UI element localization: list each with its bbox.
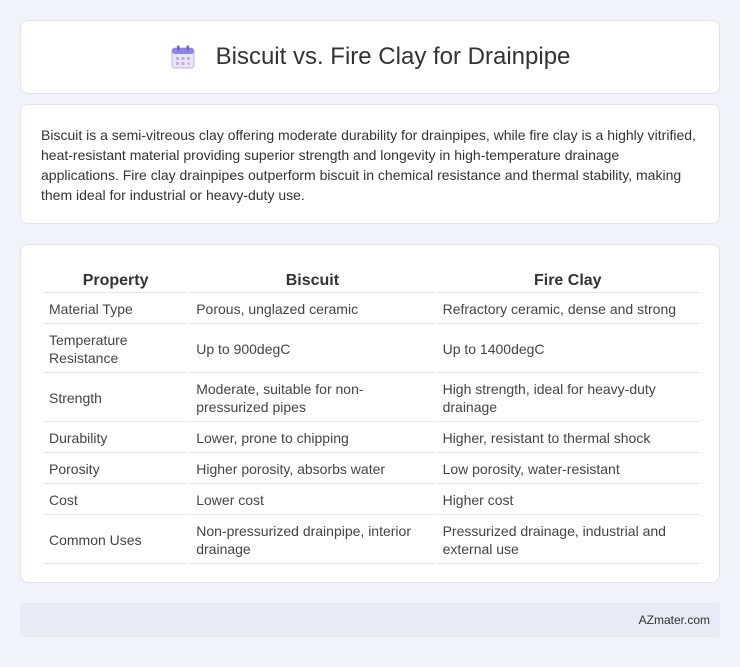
table-row [43,424,699,453]
cell-fire-clay: Low porosity, water-resistant [437,455,699,484]
cell-fire-clay: Higher, resistant to thermal shock [437,424,699,453]
cell-biscuit: Moderate, suitable for non-pressurized pipes [190,375,434,422]
cell-fire-clay: Pressurized drainage, industrial and external use [437,517,699,564]
table-header-row [43,267,699,293]
table-row [43,455,699,484]
description-card [20,104,720,224]
cell-property: Cost [43,486,188,515]
cell-property: Durability [43,424,188,453]
cell-biscuit: Porous, unglazed ceramic [190,295,434,324]
title-wrap [170,43,571,71]
table-row [43,517,699,564]
description-text: Biscuit is a semi-vitreous clay offering moderate durability for drainpipes, while fire clay is a highly vitrified, heat-resistant material providing superior strength and longevity in high-temperature drainage applications. Fire clay drainpipes outperform biscuit in chemical resistance and thermal stability, making them ideal for industrial or heavy-duty use. [41,127,696,203]
cell-biscuit: Higher porosity, absorbs water [190,455,434,484]
table-row [43,326,699,373]
table-row [43,295,699,324]
cell-biscuit: Up to 900degC [190,326,434,373]
header-property: Property [43,267,188,293]
cell-property: Temperature Resistance [43,326,188,373]
comparison-table [41,265,701,566]
title-card [20,20,720,94]
page-title: Biscuit vs. Fire Clay for Drainpipe [215,43,571,70]
header-biscuit: Biscuit [190,267,434,293]
header-fire-clay: Fire Clay [437,267,699,293]
cell-biscuit: Lower cost [190,486,434,515]
cell-property: Strength [43,375,188,422]
cell-property: Material Type [43,295,188,324]
cell-biscuit: Lower, prone to chipping [190,424,434,453]
footer-site-name: AZmater.com [638,613,710,627]
calendar-icon [170,44,196,70]
table-row [43,375,699,422]
cell-fire-clay: Refractory ceramic, dense and strong [437,295,699,324]
cell-fire-clay: Up to 1400degC [437,326,699,373]
cell-biscuit: Non-pressurized drainpipe, interior drainage [190,517,434,564]
cell-property: Common Uses [43,517,188,564]
table-row [43,486,699,515]
cell-fire-clay: Higher cost [437,486,699,515]
cell-property: Porosity [43,455,188,484]
footer [20,603,720,637]
comparison-card [20,244,720,583]
cell-fire-clay: High strength, ideal for heavy-duty drainage [437,375,699,422]
